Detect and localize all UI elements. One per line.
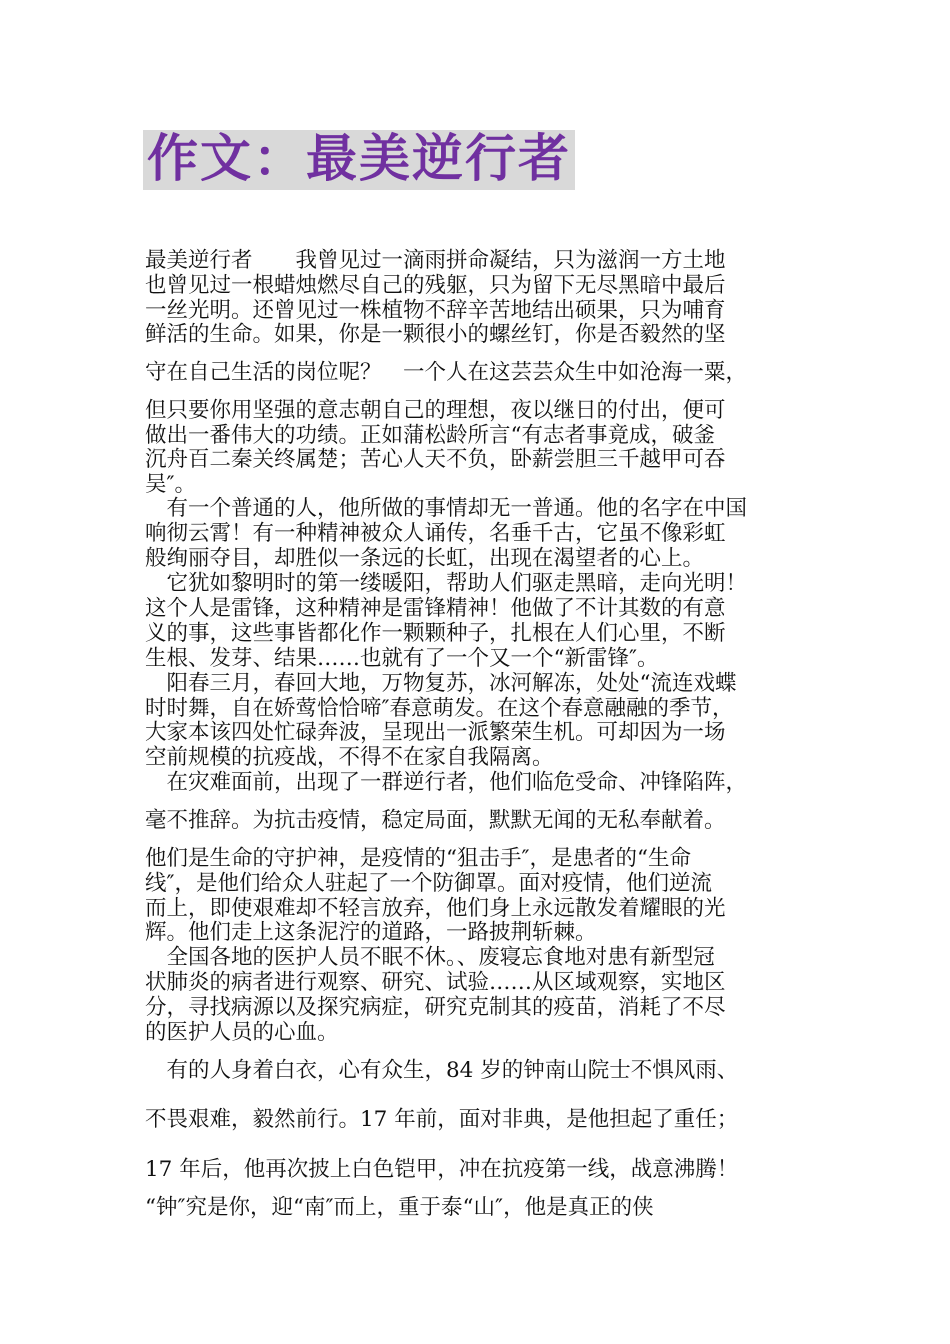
- text-line: 做出一番伟大的功绩。正如蒲松龄所言“有志者事竟成，破釜: [145, 423, 715, 448]
- text-line: 而上，即使艰难却不轻言放弃，他们身上永远散发着耀眼的光: [145, 896, 726, 921]
- text-line: 也曾见过一根蜡烛燃尽自己的残躯，只为留下无尽黑暗中最后: [145, 273, 726, 298]
- text-line: 它犹如黎明时的第一缕暖阳，帮助人们驱走黑暗，走向光明！: [145, 571, 748, 596]
- text-line: 义的事，这些事皆都化作一颗颗种子，扎根在人们心里，不断: [145, 621, 726, 646]
- text-line: 全国各地的医护人员不眠不休。、废寝忘食地对患有新型冠: [145, 945, 715, 970]
- text-line: 有一个普通的人，他所做的事情却无一普通。他的名字在中国: [145, 496, 748, 521]
- text-line: 响彻云霄！有一种精神被众人诵传，名垂千古，它虽不像彩虹: [145, 521, 726, 546]
- text-line: 空前规模的抗疫战，不得不在家自我隔离。: [145, 745, 554, 770]
- text-line: 这个人是雷锋，这种精神是雷锋精神！他做了不计其数的有意: [145, 596, 726, 621]
- text-line: 生根、发芽、结果……也就有了一个又一个“新雷锋″。: [145, 646, 659, 671]
- text-line: 分，寻找病源以及探究病症，研究克制其的疫苗，消耗了不尽: [145, 995, 726, 1020]
- text-line: 他们是生命的守护神，是疫情的“狙击手″，是患者的“生命: [145, 846, 692, 871]
- text-line: 最美逆行者 我曾见过一滴雨拼命凝结，只为滋润一方土地: [145, 248, 726, 273]
- text-line: 的医护人员的心血。: [145, 1020, 339, 1045]
- text-line: 但只要你用坚强的意志朝自己的理想，夜以继日的付出，便可: [145, 398, 726, 423]
- text-line: 线″，是他们给众人驻起了一个防御罩。面对疫情，他们逆流: [145, 871, 713, 896]
- text-line: 时时舞，自在娇莺恰恰啼″春意萌发。在这个春意融融的季节，: [145, 696, 734, 721]
- text-line: 17 年后，他再次披上白色铠甲，冲在抗疫第一线，战意沸腾！: [145, 1157, 739, 1182]
- text-line: 守在自己生活的岗位呢？ 一个人在这芸芸众生中如沧海一粟，: [145, 360, 748, 385]
- document-title: 作文：最美逆行者: [143, 130, 575, 190]
- text-line: 有的人身着白衣，心有众生，84 岁的钟南山院士不惧风雨、: [145, 1058, 739, 1083]
- text-line: 在灾难面前，出现了一群逆行者，他们临危受命、冲锋陷阵，: [145, 770, 748, 795]
- text-line: 不畏艰难，毅然前行。17 年前，面对非典，是他担起了重任；: [145, 1107, 739, 1132]
- text-line: 状肺炎的病者进行观察、研究、试验……从区域观察，实地区: [145, 970, 726, 995]
- text-line: 一丝光明。还曾见过一株植物不辞辛苦地结出硕果，只为哺育: [145, 298, 726, 323]
- text-line: 般绚丽夺目，却胜似一条远的长虹，出现在渴望者的心上。: [145, 546, 705, 571]
- text-line: 毫不推辞。为抗击疫情，稳定局面，默默无闻的无私奉献着。: [145, 808, 726, 833]
- text-line: “钟″究是你，迎“南″而上，重于泰“山″，他是真正的侠: [145, 1195, 654, 1220]
- text-line: 大家本该四处忙碌奔波，呈现出一派繁荣生机。可却因为一场: [145, 720, 726, 745]
- text-line: 吴″。: [145, 472, 197, 497]
- text-line: 阳春三月，春回大地，万物复苏，冰河解冻，处处“流连戏蝶: [145, 671, 737, 696]
- text-line: 辉。他们走上这条泥泞的道路，一路披荆斩棘。: [145, 920, 597, 945]
- text-line: 沉舟百二秦关终属楚；苦心人天不负，卧薪尝胆三千越甲可吞: [145, 447, 726, 472]
- text-line: 鲜活的生命。如果，你是一颗很小的螺丝钉，你是否毅然的坚: [145, 322, 726, 347]
